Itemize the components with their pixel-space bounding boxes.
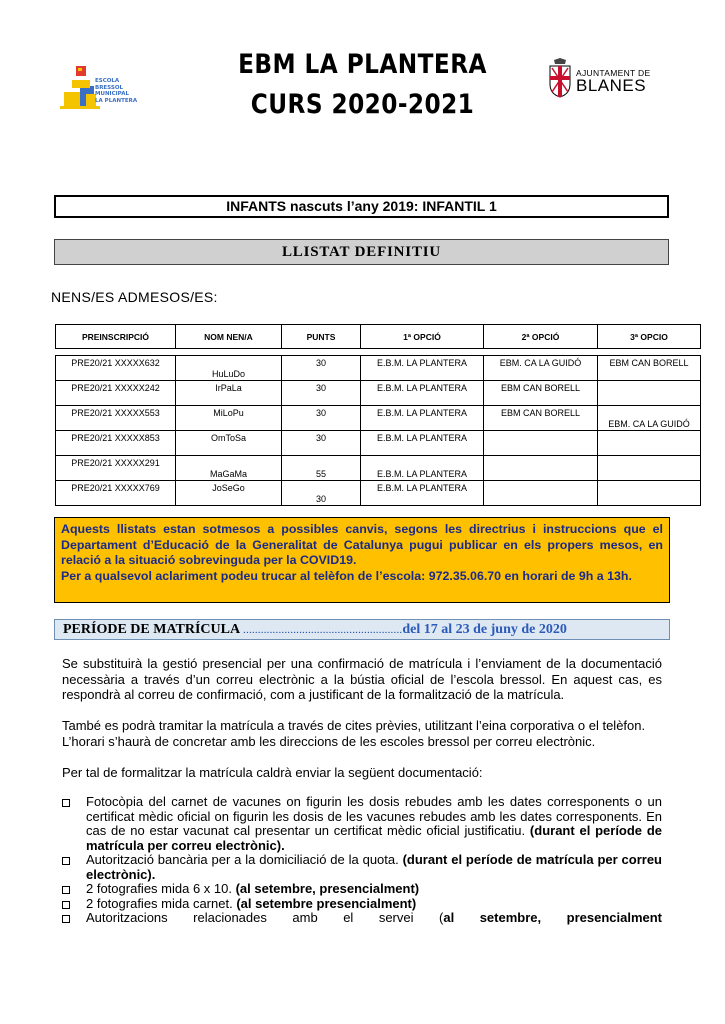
table-header-row [56, 325, 701, 349]
school-logo-line: LA PLANTERA [95, 97, 138, 104]
cell-opcio-2 [484, 481, 598, 506]
list-item [62, 882, 662, 897]
list-item [62, 795, 662, 853]
cell-nom: HuLuDo [176, 356, 282, 381]
document-note: al setembre, presencialment [443, 910, 663, 925]
col-header-opcio-3: 3ª OPCIO [598, 325, 701, 349]
ajuntament-name: BLANES [576, 76, 647, 95]
cell-punts: 30 [282, 356, 361, 381]
cell-nom: OmToSa [176, 431, 282, 456]
page-title: EBM LA PLANTERA [238, 49, 487, 80]
col-header-opcio-2: 2ª OPCIÓ [484, 325, 598, 349]
cell-opcio-2 [484, 456, 598, 481]
cell-opcio-3 [598, 456, 701, 481]
school-logo-text [95, 78, 155, 104]
table-row [56, 406, 701, 431]
cell-opcio-1: E.B.M. LA PLANTERA [361, 456, 484, 481]
cell-nom: MiLoPu [176, 406, 282, 431]
cell-opcio-2: EBM. CA LA GUIDÓ [484, 356, 598, 381]
page-subtitle: CURS 2020-2021 [250, 89, 475, 120]
table-row [56, 431, 701, 456]
list-item [62, 853, 662, 882]
checkbox-bullet-icon [62, 915, 70, 923]
enrolment-period-label: PERÍODE DE MATRÍCULA [63, 622, 241, 637]
checkbox-bullet-icon [62, 799, 70, 807]
cell-punts: 55 [282, 456, 361, 481]
document-note: (al setembre presencialment) [236, 895, 417, 911]
checkbox-bullet-icon [62, 857, 70, 865]
document-note: (durant el període de matrícula per correu electrònic). [86, 823, 662, 853]
cell-preinscripcio: PRE20/21 XXXXX291 [56, 456, 176, 481]
cell-opcio-3 [598, 431, 701, 456]
changes-notice [54, 517, 670, 603]
cell-opcio-1: E.B.M. LA PLANTERA [361, 356, 484, 381]
document-text: 2 fotografies mida 6 x 10. [86, 881, 236, 896]
school-logo-line: BRESSOL [95, 84, 124, 91]
enrolment-period-leader-dots: ...................................................... [240, 624, 403, 636]
enrolment-period-bar [54, 619, 670, 640]
coat-of-arms-icon [548, 58, 572, 98]
cell-opcio-1: E.B.M. LA PLANTERA [361, 481, 484, 506]
document-text: 2 fotografies mida carnet. [86, 895, 237, 911]
admissions-table [55, 355, 701, 506]
paragraph-email-enrolment: Se substituirà la gestió presencial per una confirmació de matrícula i l’enviament de la documentació necessària a través d’un correu electrònic a la bústia oficial de l’escola bressol. En aquest cas, es respondrà al correu de confirmació, com a justificant de la formalització de la matrícula. [62, 656, 662, 703]
cell-punts: 30 [282, 481, 361, 506]
paragraph-documentation-intro: Per tal de formalitzar la matrícula caldrà enviar la següent documentació: [62, 765, 483, 780]
col-header-punts: PUNTS [282, 325, 361, 349]
ajuntament-label: AJUNTAMENT DE [576, 68, 651, 78]
cell-opcio-3 [598, 381, 701, 406]
admissions-table-header [55, 324, 701, 349]
table-row [56, 481, 701, 506]
table-row [56, 356, 701, 381]
cell-preinscripcio: PRE20/21 XXXXX242 [56, 381, 176, 406]
cell-preinscripcio: PRE20/21 XXXXX769 [56, 481, 176, 506]
notice-changes-text: Aquests llistats estan sotmesos a possibles canvis, segons les directrius i instruccions que el Departament d’Educació de la Generalitat de Catalunya pugui publicar en els propers mesos, en relació a la situació sobrevinguda per la COVID19. [61, 522, 663, 567]
admitted-section-label: NENS/ES ADMESOS/ES: [51, 289, 218, 305]
cell-nom: JoSeGo [176, 481, 282, 506]
paragraph-appointment-enrolment: També es podrà tramitar la matrícula a través de cites prèvies, utilitzant l’eina corporativa o el telèfon. L’horari s’haurà de concretar amb les direccions de les escoles bressol per correu electrònic. [62, 718, 646, 749]
cell-opcio-3 [598, 481, 701, 506]
school-logo-line: ESCOLA [95, 78, 120, 84]
table-row [56, 381, 701, 406]
enrolment-period-dates: del 17 al 23 de juny de 2020 [402, 622, 567, 637]
cell-punts: 30 [282, 431, 361, 456]
checkbox-bullet-icon [62, 901, 70, 909]
cell-opcio-2 [484, 431, 598, 456]
llistat-heading: LLISTAT DEFINITIU [54, 239, 669, 265]
cell-nom: IrPaLa [176, 381, 282, 406]
document-note: (al setembre, presencialment) [235, 881, 420, 896]
cell-opcio-3: EBM CAN BORELL [598, 356, 701, 381]
documents-list [62, 795, 662, 926]
checkbox-bullet-icon [62, 886, 70, 894]
document-text: Autorització bancària per a la domiciliació de la quota. [86, 852, 403, 867]
school-logo-line: MUNICIPAL [95, 91, 129, 97]
cell-punts: 30 [282, 406, 361, 431]
cell-opcio-1: E.B.M. LA PLANTERA [361, 431, 484, 456]
infants-heading: INFANTS nascuts l’any 2019: INFANTIL 1 [54, 195, 669, 218]
document-note: (durant el període de matrícula per correu electrònic). [86, 852, 662, 882]
list-item [62, 911, 662, 926]
cell-preinscripcio: PRE20/21 XXXXX853 [56, 431, 176, 456]
cell-preinscripcio: PRE20/21 XXXXX553 [56, 406, 176, 431]
notice-contact-text: Per a qualsevol aclariment podeu trucar al telèfon de l’escola: 972.35.06.70 en horari de 9h a 13h. [61, 568, 632, 583]
cell-nom: MaGaMa [176, 456, 282, 481]
cell-opcio-3: EBM. CA LA GUIDÓ [598, 406, 701, 431]
list-item [62, 897, 662, 912]
document-text: Autoritzacions relacionades amb el servei ( [86, 910, 444, 925]
table-row [56, 456, 701, 481]
document-text: Fotocòpia del carnet de vacunes on figurin les dosis rebudes amb les dates corresponents o un certificat mèdic oficial on figurin les dosis de les vacunes rebudes amb les dates corresponents. En cas de no estar vacunat cal presentar un certificat mèdic oficial justificatiu. [86, 794, 662, 838]
cell-punts: 30 [282, 381, 361, 406]
cell-opcio-1: E.B.M. LA PLANTERA [361, 406, 484, 431]
cell-preinscripcio: PRE20/21 XXXXX632 [56, 356, 176, 381]
cell-opcio-2: EBM CAN BORELL [484, 406, 598, 431]
cell-opcio-2: EBM CAN BORELL [484, 381, 598, 406]
col-header-nom: NOM NEN/A [176, 325, 282, 349]
col-header-preinscripcio: PREINSCRIPCIÓ [56, 325, 176, 349]
cell-opcio-1: E.B.M. LA PLANTERA [361, 381, 484, 406]
ajuntament-logo [548, 58, 658, 102]
col-header-opcio-1: 1ª OPCIÓ [361, 325, 484, 349]
